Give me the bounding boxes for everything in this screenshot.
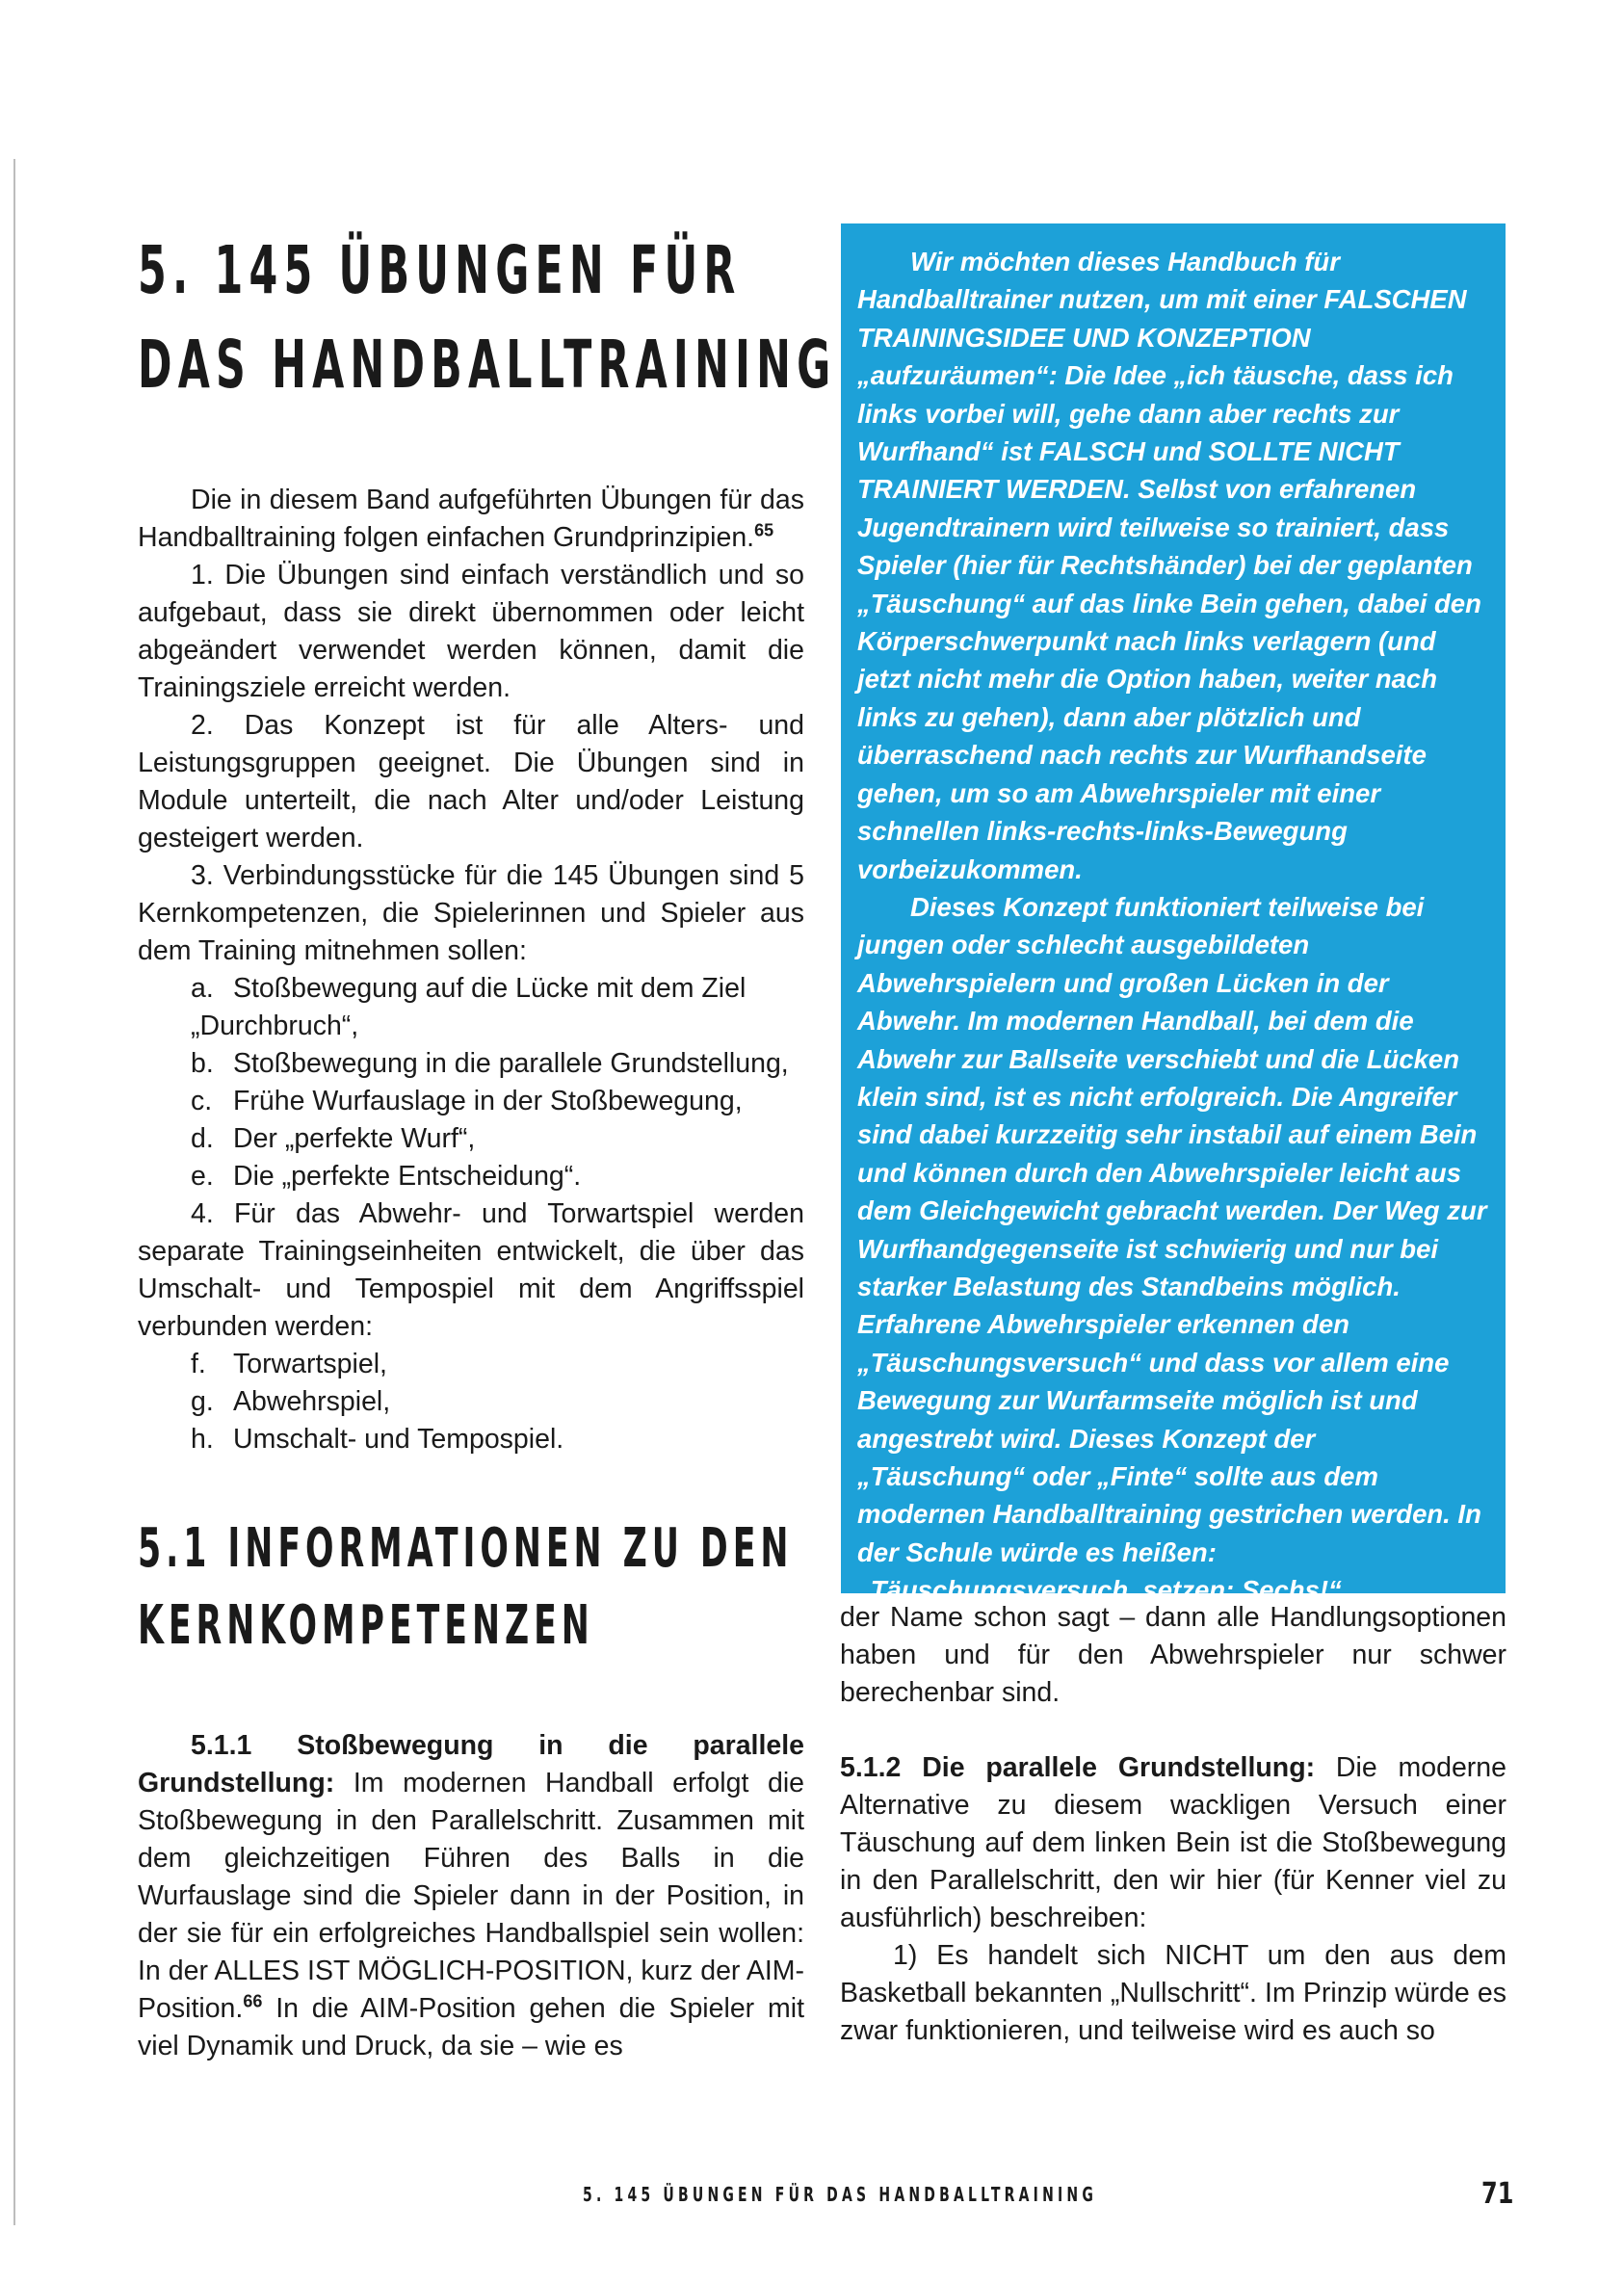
list-item: h. Umschalt- und Tempospiel. xyxy=(191,1424,564,1455)
point-2: 2. Das Konzept ist für alle Alters- und Leistungsgruppen geeignet. Die Übungen sind in Module unterteilt, die nach Alter und/oder Leistung gesteigert werden. xyxy=(138,710,804,853)
subsection-511: 5.1.1 Stoßbewegung in die parallele Grundstellung: Im modernen Handball erfolgt die Stoßbewegung in den Parallelschritt. Zusammen mit dem gleichzeitigen Führen des Balls in die Wurfauslage sind die Spieler dann in der Position, in der sie für ein erfolgreiches Handballspiel sein wollen: In der ALLES IST MÖGLICH-POSITION, kurz der AIM-Position.$^{66}$ In die AIM-Position gehen die Spieler mit viel Dynamik und Druck, da sie – wie es xyxy=(138,1730,804,2061)
info-box-paragraph-1: Wir möchten dieses Handbuch für Handballtrainer nutzen, um mit einer FALSCHEN TRAININGSIDEE UND KONZEPTION „aufzuräumen“: Die Idee „ich täusche, dass ich links vorbei will, gehe dann aber rechts zur Wurfhand“ ist FALSCH und SOLLTE NICHT TRAINIERT WERDEN. Selbst von erfahrenen Jugendtrainern wird teilweise so trainiert, dass Spieler (hier für Rechtshänder) bei der geplanten „Täuschung“ auf das linke Bein gehen, dabei den Körperschwerpunkt nach links verlagern (und jetzt nicht mehr die Option haben, weiter nach links zu gehen), dann aber plötzlich und überraschend nach rechts zur Wurfhandseite gehen, um so am Abwehrspieler mit einer schnellen links-rechts-links-Bewegung vorbeizukommen. xyxy=(857,247,1481,884)
chapter-title xyxy=(138,223,837,412)
defense-list xyxy=(138,1346,804,1458)
subsection-511-heading: 5.1.1 Stoßbewegung in die parallele Grundstellung: xyxy=(138,1730,804,1798)
footnote-ref-65: 65 xyxy=(754,520,774,540)
point-3: 3. Verbindungsstücke für die 145 Übungen sind 5 Kernkompetenzen, die Spielerinnen und Spieler aus dem Training mitnehmen sollen: xyxy=(138,860,804,966)
info-box xyxy=(841,223,1506,1606)
list-item: c. Frühe Wurfauslage in der Stoßbewegung, xyxy=(191,1086,743,1116)
left-column-bottom xyxy=(138,1727,804,2065)
list-item: e. Die „perfekte Entscheidung“. xyxy=(191,1161,582,1192)
subsection-512-heading: 5.1.2 Die parallele Grundstellung: xyxy=(840,1752,1316,1783)
point-1: 1. Die Übungen sind einfach verständlich und so aufgebaut, dass sie direkt übernommen oder leicht abgeändert verwendet werden können, damit die Trainingsziele erreicht werden. xyxy=(138,560,804,703)
intro-paragraph: Die in diesem Band aufgeführten Übungen für das Handballtraining folgen einfachen Grundprinzipien.$^{65}$ xyxy=(138,485,804,553)
page-number: 71 xyxy=(1481,2177,1514,2211)
list-item: f. Torwartspiel, xyxy=(191,1349,387,1379)
info-box-paragraph-2: Dieses Konzept funktioniert teilweise bei jungen oder schlecht ausgebildeten Abwehrspielern und großen Lücken in der Abwehr. Im modernen Handball, bei dem die Abwehr zur Ballseite verschiebt und die Lücken klein sind, ist es nicht erfolgreich. Die Angreifer sind dabei kurzzeitig sehr instabil auf einem Bein und können durch den Abwehrspieler leicht aus dem Gleichgewicht gebracht werden. Der Weg zur Wurfhandgegenseite ist schwierig und nur bei starker Belastung des Standbeins möglich. Erfahrene Abwehrspieler erkennen den „Täuschungsversuch“ und dass vor allem eine Bewegung zur Wurfarmseite möglich ist und angestrebt wird. Dieses Konzept der „Täuschung“ oder „Finte“ sollte aus dem modernen Handballtraining gestrichen werden. In der Schule würde es heißen: „Täuschungsversuch, setzen: Sechs!“ xyxy=(857,891,1487,1606)
section-title-line-1: 5.1 INFORMATIONEN ZU DEN xyxy=(138,1517,794,1580)
section-title xyxy=(138,1510,794,1665)
continued-paragraph: der Name schon sagt – dann alle Handlungsoptionen haben und für den Abwehrspieler nur schwer berechenbar sind. xyxy=(840,1602,1506,1708)
section-title-line-2: KERNKOMPETENZEN xyxy=(138,1594,594,1657)
chapter-title-line-1: 5. 145 ÜBUNGEN FÜR xyxy=(138,232,742,309)
list-item: b. Stoßbewegung in die parallele Grundstellung, xyxy=(191,1048,789,1079)
list-item: d. Der „perfekte Wurf“, xyxy=(191,1123,476,1154)
point-4: 4. Für das Abwehr- und Torwartspiel werden separate Trainingseinheiten entwickelt, die über das Umschalt- und Tempospiel mit dem Angriffsspiel verbunden werden: xyxy=(138,1198,804,1342)
list-item: g. Abwehrspiel, xyxy=(191,1386,391,1417)
footnote-ref-66: 66 xyxy=(243,1991,263,2011)
chapter-title-line-2: DAS HANDBALLTRAINING xyxy=(138,327,837,404)
subsection-512: 5.1.2 Die parallele Grundstellung: Die moderne Alternative zu diesem wackligen Versuch einer Täuschung auf dem linken Bein ist die Stoßbewegung in den Parallelschritt, den wir hier (für Kenner viel zu ausführlich) beschreiben: xyxy=(840,1752,1506,1933)
list-item: a. Stoßbewegung auf die Lücke mit dem Ziel „Durchbruch“, xyxy=(191,973,747,1041)
page-edge-line xyxy=(13,159,15,2225)
core-competence-list xyxy=(138,970,804,1195)
right-column-bottom xyxy=(840,1599,1506,2050)
running-footer-title: 5. 145 ÜBUNGEN FÜR DAS HANDBALLTRAINING xyxy=(583,2183,1098,2206)
subsection-512-point-1: 1) Es handelt sich NICHT um den aus dem Basketball bekannten „Nullschritt“. Im Prinzip würde es zwar funktionieren, und teilweise wird es auch so xyxy=(840,1940,1506,2046)
left-column-top xyxy=(138,482,804,1458)
